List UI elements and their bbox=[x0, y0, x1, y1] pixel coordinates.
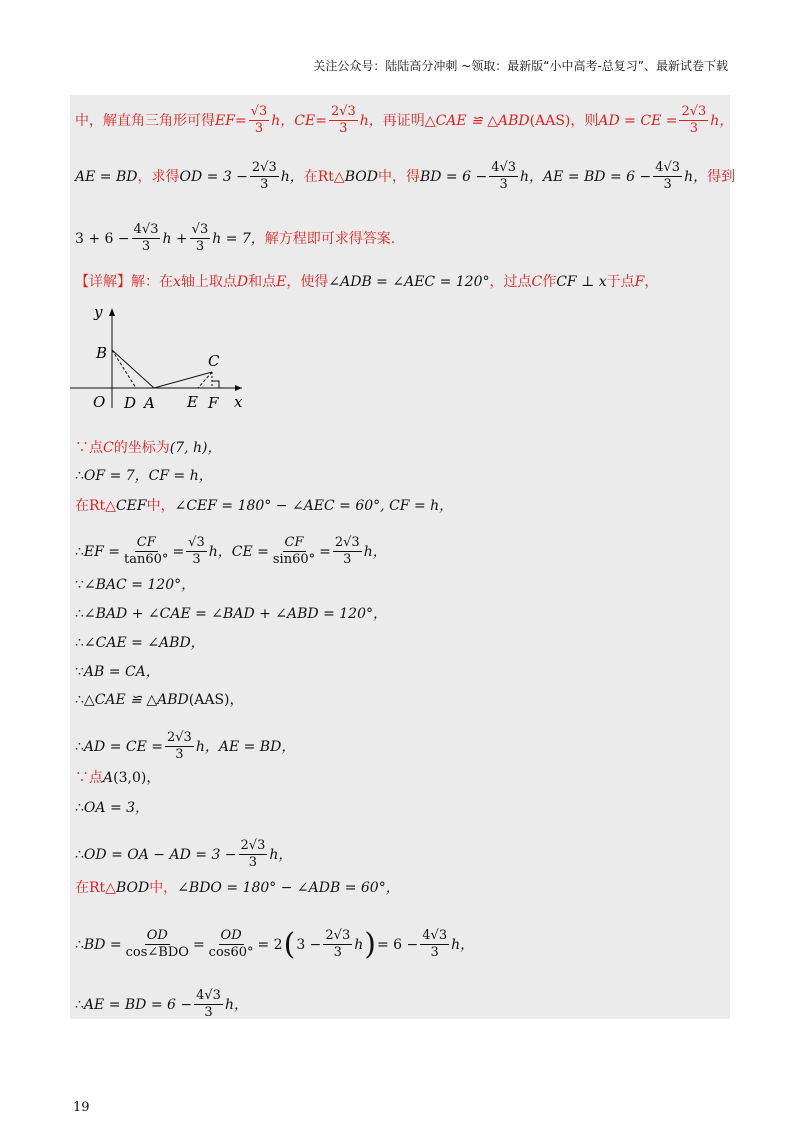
geometry-figure bbox=[70, 300, 260, 420]
text: ，使得 bbox=[286, 274, 329, 290]
detail-line bbox=[75, 272, 658, 292]
symbol: ∴ bbox=[75, 692, 84, 708]
text: ，则 bbox=[570, 112, 599, 129]
fraction: $\frac{4√3}{3}$ bbox=[196, 988, 221, 1020]
math: h， bbox=[710, 112, 734, 129]
math: OF = 7，CF = h， bbox=[83, 468, 213, 484]
step-7 bbox=[75, 633, 205, 653]
math: △CAE ≌ △ABD bbox=[424, 112, 530, 129]
math: h + bbox=[162, 230, 188, 247]
symbol: ∴ bbox=[75, 846, 84, 863]
math: F bbox=[634, 274, 645, 290]
math: h， bbox=[280, 168, 304, 185]
math: BOD bbox=[115, 880, 150, 896]
math: 3 − bbox=[296, 936, 322, 953]
symbol: ∴ bbox=[75, 936, 84, 953]
math: C bbox=[103, 440, 114, 456]
math: AE = BD = 6 − bbox=[83, 996, 193, 1013]
text: 解方程即可求得答案. bbox=[264, 230, 396, 247]
text: 在Rt△ bbox=[75, 880, 116, 896]
x-axis-arrow bbox=[235, 385, 242, 391]
text: 中，解直角三角形可得 bbox=[75, 112, 215, 129]
math: A bbox=[103, 770, 114, 786]
math: 3 + 6 − bbox=[75, 230, 130, 247]
page-header: 关注公众号：陆陆高分冲刺 ~领取：最新版“小中高考-总复习”、最新试卷下载 bbox=[313, 59, 728, 73]
fraction: $\frac{2√3}{3}$ bbox=[251, 160, 277, 192]
text: 在Rt△ bbox=[303, 168, 345, 185]
step-14 bbox=[75, 878, 400, 898]
label-y: y bbox=[94, 303, 103, 321]
text: ， bbox=[644, 274, 659, 290]
detail-tag: 【详解】 bbox=[75, 274, 131, 290]
label-x: x bbox=[234, 393, 243, 411]
fraction: $\frac{2√3}{3}$ bbox=[167, 730, 192, 762]
math: = bbox=[192, 936, 205, 953]
step-3 bbox=[75, 496, 453, 516]
math: = 2 bbox=[257, 936, 283, 953]
step-6 bbox=[75, 604, 387, 624]
math: ∠BAC = 120°， bbox=[83, 577, 196, 593]
math: ∠BDO = 180° − ∠ADB = 60°， bbox=[177, 880, 400, 896]
math: AE = BD = 6 − bbox=[543, 168, 652, 185]
math: h，AE = BD， bbox=[195, 738, 296, 755]
math: h bbox=[354, 936, 364, 953]
math: CEF bbox=[115, 498, 147, 514]
text: 作 bbox=[542, 274, 557, 290]
math: AB = CA， bbox=[83, 664, 160, 680]
paren: ( bbox=[283, 926, 296, 962]
math: = bbox=[234, 112, 247, 129]
fraction: $\frac{OD}{\text{cos∠BDO}}$ bbox=[125, 928, 189, 960]
fraction: $\frac{CF}{\sin 60^\circ}$ bbox=[272, 535, 316, 567]
paren: ) bbox=[364, 926, 376, 962]
segment-ac bbox=[154, 372, 212, 388]
analysis-line-1 bbox=[75, 104, 733, 137]
text: 中， bbox=[149, 880, 178, 896]
symbol: ∴ bbox=[75, 543, 84, 560]
text: ，求得 bbox=[137, 168, 180, 185]
symbol: ∴ bbox=[75, 635, 84, 651]
symbol: ∴ bbox=[75, 800, 84, 816]
symbol: ∵ bbox=[75, 664, 84, 680]
symbol: ∴ bbox=[75, 606, 84, 622]
text: 再证明 bbox=[382, 112, 425, 129]
math: h， bbox=[451, 936, 475, 953]
math: = 6 − bbox=[376, 936, 419, 953]
step-5 bbox=[75, 575, 195, 595]
text: (AAS) bbox=[529, 112, 571, 129]
label-b: B bbox=[96, 344, 108, 362]
math: h， bbox=[271, 112, 295, 129]
label-o: O bbox=[93, 393, 106, 411]
math: ∠CEF = 180° − ∠AEC = 60°, CF = h， bbox=[174, 498, 454, 514]
step-11 bbox=[75, 768, 160, 788]
math: D bbox=[236, 274, 249, 290]
math: (3,0)， bbox=[113, 770, 161, 786]
math: ∠ADB = ∠AEC = 120° bbox=[328, 274, 490, 290]
math: h， bbox=[363, 543, 387, 560]
math: BD = 6 − bbox=[419, 168, 488, 185]
math: ∠CAE = ∠ABD， bbox=[83, 635, 205, 651]
label-e: E bbox=[187, 393, 198, 411]
math: h， bbox=[208, 543, 232, 560]
text: 中，得 bbox=[377, 168, 420, 185]
math: h， bbox=[684, 168, 708, 185]
symbol: ∴ bbox=[75, 738, 84, 755]
step-10 bbox=[75, 730, 295, 763]
math: CF ⊥ x bbox=[556, 274, 607, 290]
right-angle-mark bbox=[212, 381, 219, 388]
page-number: 19 bbox=[73, 1100, 90, 1115]
fraction: $\frac{√3}{3}$ bbox=[188, 535, 205, 567]
symbol: ∴ bbox=[75, 468, 84, 484]
analysis-line-2 bbox=[75, 160, 735, 193]
math: h， bbox=[359, 112, 383, 129]
math: CE = bbox=[231, 543, 269, 560]
fraction: $\frac{2√3}{3}$ bbox=[334, 535, 360, 567]
math: C bbox=[531, 274, 543, 290]
fraction: $\frac{4√3}{3}$ bbox=[422, 928, 448, 960]
math: OD = 3 − bbox=[179, 168, 248, 185]
text: 得到 bbox=[707, 168, 736, 185]
fraction: $\frac{CF}{\tan 60^\circ}$ bbox=[124, 535, 169, 567]
math: E bbox=[276, 274, 287, 290]
step-13 bbox=[75, 838, 292, 871]
fraction: $\frac{OD}{\cos 60^\circ}$ bbox=[208, 928, 254, 960]
step-1 bbox=[75, 438, 221, 458]
text: 的坐标为 bbox=[113, 440, 170, 456]
step-9 bbox=[75, 690, 244, 710]
math: = bbox=[319, 543, 331, 560]
label-c: C bbox=[208, 352, 220, 370]
label-f: F bbox=[208, 394, 219, 412]
text: ∵点 bbox=[75, 440, 103, 456]
fraction: $\frac{√3}{3}$ bbox=[191, 222, 209, 254]
math: = bbox=[172, 543, 185, 560]
step-15 bbox=[75, 928, 474, 961]
math: EF bbox=[215, 112, 235, 129]
text: (AAS)， bbox=[188, 692, 244, 708]
math: BOD bbox=[344, 168, 378, 185]
math: = bbox=[315, 112, 327, 129]
symbol: ∵ bbox=[75, 577, 84, 593]
math: AD = CE = bbox=[598, 112, 678, 129]
text: 在Rt△ bbox=[75, 498, 116, 514]
text: ，过点 bbox=[489, 274, 532, 290]
math: AD = CE = bbox=[83, 738, 163, 755]
math: h = 7， bbox=[212, 230, 265, 247]
math: CE bbox=[294, 112, 316, 129]
math: h， bbox=[224, 996, 248, 1013]
math: OA = 3， bbox=[83, 800, 150, 816]
math: OD = OA − AD = 3 − bbox=[83, 846, 237, 863]
fraction: $\frac{2√3}{3}$ bbox=[325, 928, 351, 960]
fraction: $\frac{√3}{3}$ bbox=[250, 104, 268, 136]
math: BD = bbox=[83, 936, 122, 953]
text: 轴上取点 bbox=[180, 274, 237, 290]
math: △CAE ≌ △ABD bbox=[83, 692, 189, 708]
math: h， bbox=[269, 846, 293, 863]
text: 和点 bbox=[248, 274, 277, 290]
step-16 bbox=[75, 988, 248, 1021]
step-8 bbox=[75, 662, 160, 682]
math: EF = bbox=[83, 543, 121, 560]
step-12 bbox=[75, 798, 149, 818]
math: (7, h)， bbox=[169, 440, 222, 456]
analysis-line-3 bbox=[75, 222, 395, 255]
fraction: $\frac{4√3}{3}$ bbox=[655, 160, 681, 192]
label-a: A bbox=[144, 394, 155, 412]
text: 解：在 bbox=[131, 274, 173, 290]
step-2 bbox=[75, 466, 213, 486]
step-4 bbox=[75, 535, 387, 568]
fraction: $\frac{4√3}{3}$ bbox=[491, 160, 517, 192]
segment-ba bbox=[112, 350, 154, 388]
y-axis-arrow bbox=[109, 308, 115, 316]
math: ∠BAD + ∠CAE = ∠BAD + ∠ABD = 120°， bbox=[83, 606, 387, 622]
fraction: $\frac{4√3}{3}$ bbox=[133, 222, 159, 254]
symbol: ∴ bbox=[75, 996, 84, 1013]
math: x bbox=[173, 274, 181, 290]
fraction: $\frac{2√3}{3}$ bbox=[330, 104, 356, 136]
text: 中， bbox=[146, 498, 175, 514]
fraction: $\frac{2√3}{3}$ bbox=[240, 838, 266, 870]
fraction: $\frac{2√3}{3}$ bbox=[681, 104, 707, 136]
math: AE = BD bbox=[75, 168, 138, 185]
text: ∵点 bbox=[75, 770, 103, 786]
math: h， bbox=[520, 168, 544, 185]
text: 于点 bbox=[606, 274, 635, 290]
label-d: D bbox=[124, 394, 137, 412]
